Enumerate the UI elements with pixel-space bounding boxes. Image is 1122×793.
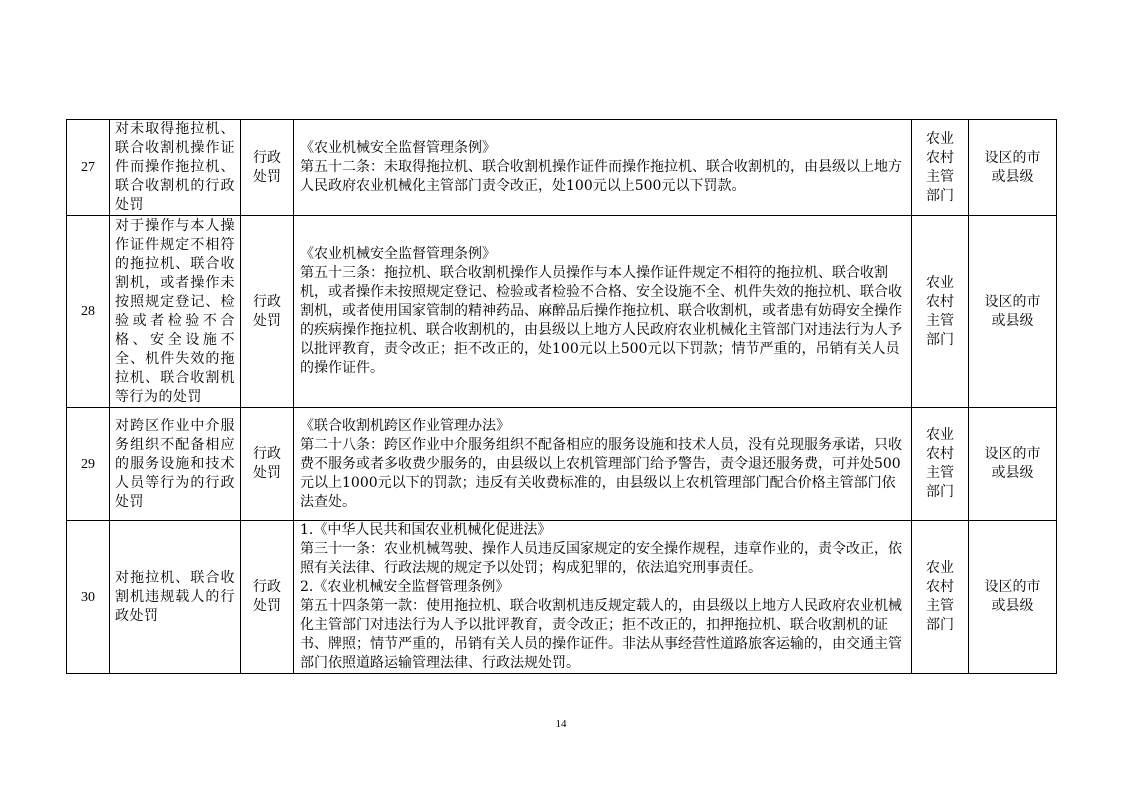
penalty-item: 对未取得拖拉机、联合收割机操作证件而操作拖拉机、联合收割机的行政处罚: [110, 120, 241, 216]
penalty-item: 对于操作与本人操作证件规定不相符的拖拉机、联合收割机，或者操作未按照规定登记、检验或者检验不合格、安全设施不全、机件失效的拖拉机、联合收割机等行为的处罚: [110, 216, 241, 408]
table-row: [67, 216, 1057, 408]
penalty-table: [66, 119, 1057, 674]
legal-basis: 《农业机械安全监督管理条例》 第五十二条：未取得拖拉机、联合收割机操作证件而操作拖拉机、联合收割机的，由县级以上地方人民政府农业机械化主管部门责令改正，处100元以上500元以下罚款。: [294, 120, 912, 216]
responsible-department: 农业农村主管部门: [912, 120, 969, 216]
table-row: [67, 120, 1057, 216]
row-number: 30: [67, 521, 110, 674]
penalty-item: 对跨区作业中介服务组织不配备相应的服务设施和技术人员等行为的行政处罚: [110, 408, 241, 521]
table-row: [67, 521, 1057, 674]
page-number: 14: [555, 718, 567, 730]
penalty-type: 行政处罚: [241, 521, 294, 674]
legal-basis: 1.《中华人民共和国农业机械化促进法》 第三十一条：农业机械驾驶、操作人员违反国家规定的安全操作规程，违章作业的，责令改正，依照有关法律、行政法规的规定予以处罚；构成犯罪的，依法追究刑事责任。 2.《农业机械安全监督管理条例》 第五十四条第一款：使用拖拉机、联合收割机违反规定载人的，由县级以上地方人民政府农业机械化主管部门对违法行为人予以批评教育，责令改正；拒不改正的，扣押拖拉机、联合收割机的证书、牌照；情节严重的，吊销有关人员的操作证件。非法从事经营性道路旅客运输的，由交通主管部门依照道路运输管理法律、行政法规处罚。: [294, 521, 912, 674]
enforcement-level: 设区的市或县级: [969, 216, 1057, 408]
enforcement-level: 设区的市或县级: [969, 408, 1057, 521]
legal-basis: 《联合收割机跨区作业管理办法》 第二十八条：跨区作业中介服务组织不配备相应的服务设施和技术人员，没有兑现服务承诺，只收费不服务或者多收费少服务的，由县级以上农机管理部门给予警告，责令退还服务费，可并处500元以上1000元以下的罚款；违反有关收费标准的，由县级以上农机管理部门配合价格主管部门依法查处。: [294, 408, 912, 521]
table-row: [67, 408, 1057, 521]
row-number: 29: [67, 408, 110, 521]
responsible-department: 农业农村主管部门: [912, 521, 969, 674]
penalty-type: 行政处罚: [241, 216, 294, 408]
penalty-type: 行政处罚: [241, 120, 294, 216]
legal-basis: 《农业机械安全监督管理条例》 第五十三条：拖拉机、联合收割机操作人员操作与本人操作证件规定不相符的拖拉机、联合收割机，或者操作未按照规定登记、检验或者检验不合格、安全设施不全、机件失效的拖拉机、联合收割机，或者使用国家管制的精神药品、麻醉品后操作拖拉机、联合收割机，或者患有妨碍安全操作的疾病操作拖拉机、联合收割机的，由县级以上地方人民政府农业机械化主管部门对违法行为人予以批评教育，责令改正；拒不改正的，处100元以上500元以下罚款；情节严重的，吊销有关人员的操作证件。: [294, 216, 912, 408]
penalty-type: 行政处罚: [241, 408, 294, 521]
enforcement-level: 设区的市或县级: [969, 120, 1057, 216]
responsible-department: 农业农村主管部门: [912, 408, 969, 521]
enforcement-level: 设区的市或县级: [969, 521, 1057, 674]
responsible-department: 农业农村主管部门: [912, 216, 969, 408]
row-number: 28: [67, 216, 110, 408]
penalty-item: 对拖拉机、联合收割机违规载人的行政处罚: [110, 521, 241, 674]
row-number: 27: [67, 120, 110, 216]
